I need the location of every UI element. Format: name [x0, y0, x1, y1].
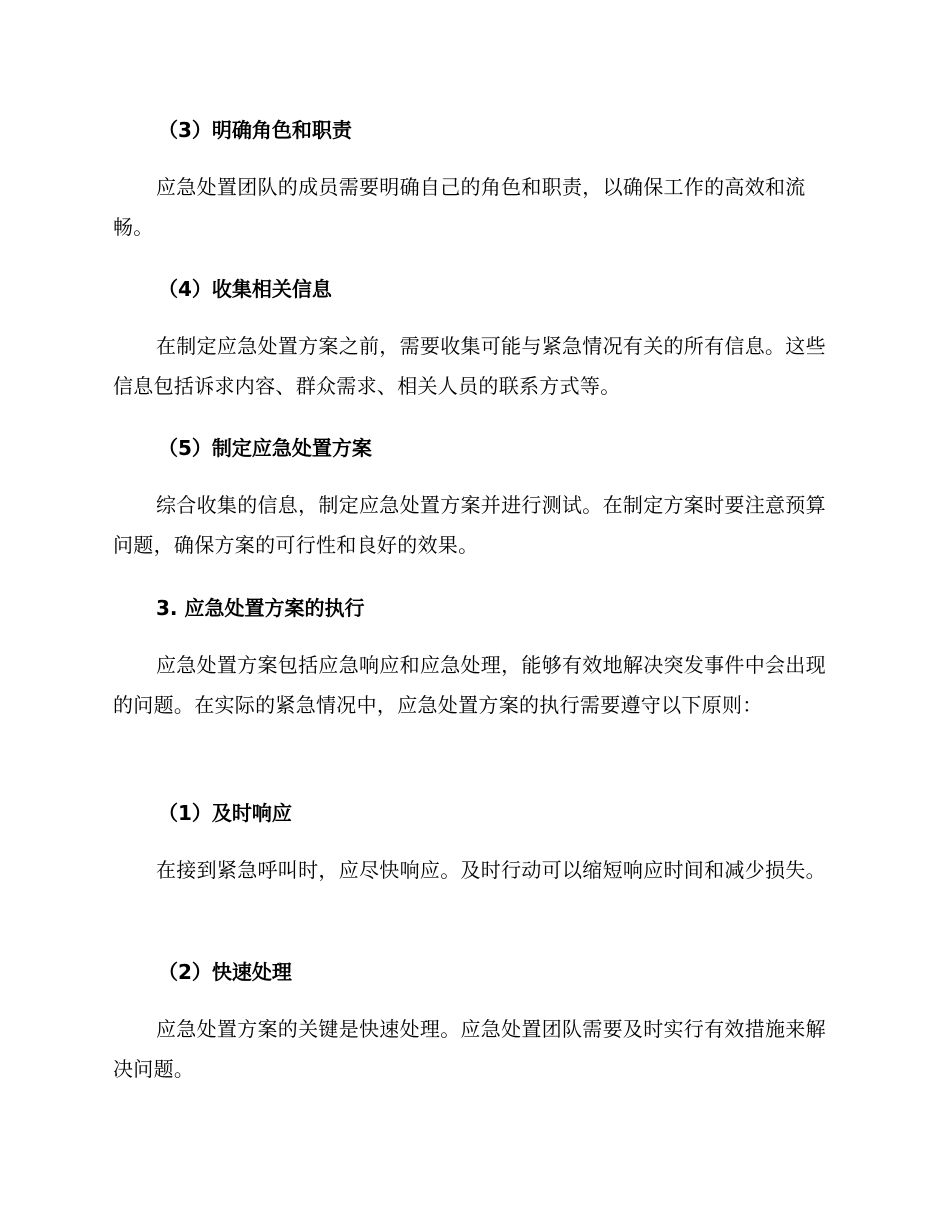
section-body-timely-response: 在接到紧急呼叫时，应尽快响应。及时行动可以缩短响应时间和减少损失。 [156, 858, 826, 882]
section-heading-fast-handling: （2）快速处理 [158, 960, 292, 984]
section-body-collect-info: 在制定应急处置方案之前，需要收集可能与紧急情况有关的所有信息。这些信息包括诉求内容、群众需求、相关人员的联系方式等。 [113, 334, 826, 398]
section-heading-plan-execution: 3. 应急处置方案的执行 [156, 596, 365, 620]
section-heading-role-duty: （3）明确角色和职责 [158, 118, 352, 142]
section-heading-make-plan: （5）制定应急处置方案 [158, 436, 372, 460]
section-body-fast-handling: 应急处置方案的关键是快速处理。应急处置团队需要及时实行有效措施来解决问题。 [113, 1017, 826, 1081]
section-heading-timely-response: （1）及时响应 [158, 801, 292, 825]
section-body-role-duty: 应急处置团队的成员需要明确自己的角色和职责，以确保工作的高效和流畅。 [113, 175, 806, 239]
section-body-make-plan: 综合收集的信息，制定应急处置方案并进行测试。在制定方案时要注意预算问题，确保方案的可行性和良好的效果。 [113, 493, 826, 557]
section-body-plan-execution: 应急处置方案包括应急响应和应急处理，能够有效地解决突发事件中会出现的问题。在实际的紧急情况中，应急处置方案的执行需要遵守以下原则： [113, 653, 826, 717]
section-heading-collect-info: （4）收集相关信息 [158, 277, 332, 301]
